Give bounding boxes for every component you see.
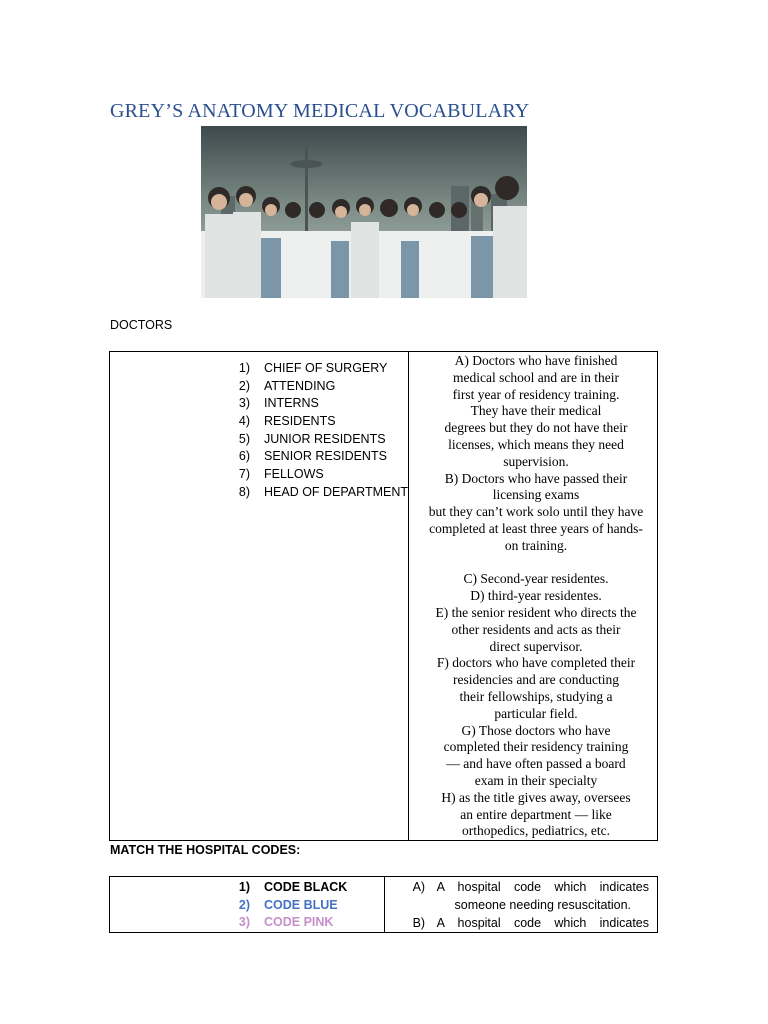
definition-line: B) Doctors who have passed their	[444, 470, 628, 486]
code-terms-cell	[110, 877, 385, 933]
item-number: 3)	[238, 396, 250, 411]
item-text: SENIOR RESIDENTS	[264, 449, 387, 464]
doctor-definitions	[409, 352, 657, 840]
code-definitions	[385, 877, 657, 932]
code-definitions-cell	[384, 877, 657, 933]
definition-letter: B)	[412, 916, 426, 930]
item-text: CODE BLACK	[264, 880, 348, 894]
code-definition-row	[413, 914, 649, 932]
item-text: JUNIOR RESIDENTS	[264, 431, 386, 446]
code-definition-row	[413, 896, 649, 914]
item-text: CODE BLUE	[264, 897, 338, 912]
definition-line: A) Doctors who have finished	[454, 353, 618, 368]
definition-line: their fellowships, studying a	[459, 688, 613, 704]
list-item	[110, 413, 408, 431]
definition-line: on training.	[504, 537, 568, 553]
document-title: GREY’S ANATOMY MEDICAL VOCABULARY	[110, 100, 530, 122]
definition-line: an entire department — like	[460, 806, 612, 822]
definition-line: medical school and are in their	[452, 369, 620, 385]
item-text: FELLOWS	[264, 467, 324, 482]
definition-letter	[413, 896, 437, 914]
definition-line: licenses, which means they need	[448, 436, 624, 452]
definition-text: A hospital code which indicates	[436, 880, 649, 894]
definition-line: completed their residency training	[443, 739, 629, 755]
list-item	[110, 395, 408, 413]
definition-line: supervision.	[503, 453, 569, 469]
definition-text: A hospital code which indicates	[436, 916, 649, 930]
definition-line: D) third-year residentes.	[470, 588, 602, 604]
doctors-matching-table	[109, 351, 658, 841]
item-text: HEAD OF DEPARTMENT	[264, 484, 408, 499]
definition-line: G) Those doctors who have	[461, 722, 611, 738]
item-number: 1)	[238, 361, 250, 375]
definition-spacer	[419, 555, 653, 572]
definition-line: but they can’t work solo until they have	[428, 504, 644, 520]
codes-section-label: MATCH THE HOSPITAL CODES:	[110, 843, 301, 857]
item-number: 2)	[238, 897, 250, 912]
item-text: INTERNS	[264, 396, 319, 411]
definition-line: E) the senior resident who directs the	[435, 604, 637, 620]
definition-line: — and have often passed a board	[446, 756, 626, 772]
definition-line: first year of residency training.	[452, 386, 620, 402]
cast-photo-illustration	[201, 126, 527, 298]
item-number: 4)	[238, 414, 250, 429]
definition-line: exam in their specialty	[474, 772, 598, 788]
definition-line: degrees but they do not have their	[444, 420, 628, 436]
definition-line: other residents and acts as their	[451, 621, 621, 637]
list-item	[110, 879, 384, 897]
doctors-section-label: DOCTORS	[110, 318, 173, 332]
definition-text: someone needing resuscitation.	[454, 898, 632, 912]
code-definition-row	[413, 878, 649, 896]
doctor-terms-cell	[110, 352, 409, 841]
definition-letter: A)	[412, 880, 426, 894]
item-number: 2)	[238, 378, 250, 393]
code-terms-list	[110, 877, 384, 932]
item-number: 3)	[238, 915, 250, 930]
definition-line: orthopedics, pediatrics, etc.	[461, 823, 611, 839]
item-number: 6)	[238, 449, 250, 464]
list-item	[110, 431, 408, 449]
cast-photo	[201, 126, 527, 298]
list-item	[110, 914, 384, 932]
item-text: RESIDENTS	[264, 414, 336, 429]
definition-line: F) doctors who have completed their	[436, 655, 636, 671]
definition-line: completed at least three years of hands-	[429, 520, 643, 536]
item-number: 1)	[238, 880, 250, 894]
list-item	[110, 360, 408, 378]
list-item	[110, 484, 408, 502]
definition-line: H) as the title gives away, oversees	[441, 789, 631, 805]
definition-line: C) Second-year residentes.	[463, 571, 609, 587]
item-number: 5)	[238, 431, 250, 446]
doctor-terms-list	[110, 352, 408, 502]
item-number: 7)	[238, 467, 250, 482]
doctor-definitions-cell	[409, 352, 658, 841]
item-number: 8)	[238, 484, 250, 499]
codes-matching-table	[109, 876, 658, 933]
definition-line: direct supervisor.	[489, 638, 583, 654]
item-text: CODE PINK	[264, 915, 334, 930]
definition-line: residencies and are conducting	[452, 672, 620, 688]
list-item	[110, 897, 384, 915]
list-item	[110, 378, 408, 396]
definition-line: particular field.	[494, 705, 578, 721]
definition-line: They have their medical	[470, 403, 602, 419]
item-text: CHIEF OF SURGERY	[264, 361, 388, 375]
list-item	[110, 466, 408, 484]
definition-line: licensing exams	[492, 487, 580, 503]
item-text: ATTENDING	[264, 378, 336, 393]
list-item	[110, 448, 408, 466]
